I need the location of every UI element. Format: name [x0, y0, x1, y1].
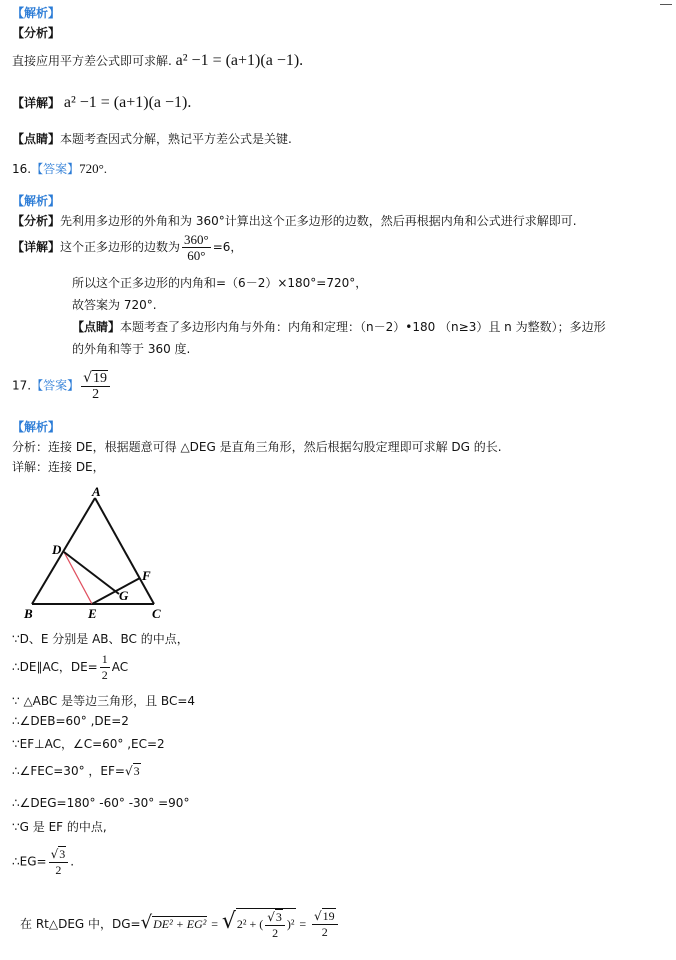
q15-fenxi-tag: 【分析】	[12, 26, 61, 40]
point-label-d: D	[52, 542, 62, 557]
point-label-c: C	[152, 606, 161, 621]
q16-line3: 故答案为 720°.	[72, 298, 157, 312]
q17-answer-radicand: 19	[93, 371, 108, 386]
point-label-f: F	[142, 568, 151, 583]
triangle-figure	[16, 484, 176, 624]
q17-step8: ∵G 是 EF 的中点,	[12, 820, 107, 834]
q16-xiangjie-pre: 这个正多边形的边数为	[60, 240, 181, 254]
q17-step3: ∵ △ABC 是等边三角形，且 BC=4	[12, 694, 196, 708]
q15-xiangjie-formula: a² −1 = (a+1)(a −1).	[63, 94, 192, 111]
q16-dianjing-tag: 【点睛】	[72, 320, 121, 334]
page-corner-mark	[660, 4, 672, 5]
q16-fenxi-text: 先利用多边形的外角和为 360°计算出这个正多边形的边数，然后再根据内角和公式进行求解即可.	[60, 214, 577, 228]
q17-step6: ∴∠FEC=30° ，EF=√3	[12, 764, 140, 778]
q17-final-result-fraction	[312, 908, 338, 940]
q17-step9-pre: ∴EG=	[12, 854, 47, 869]
q17-step9-post: .	[70, 854, 75, 869]
q17-answer-line	[12, 370, 112, 402]
q16-number: 16.	[12, 162, 32, 176]
q17-final-line: 在 Rt△DEG 中，DG=√DE² + EG² = √2² + ( $\frac{√3}{2}$ )² = $\frac{√19}{2}$	[20, 908, 340, 941]
point-label-a: A	[92, 484, 101, 499]
q15-dianjing-text: 本题考查因式分解，熟记平方差公式是关键.	[60, 132, 292, 146]
q15-xiangjie-line	[12, 94, 191, 112]
q17-final-result-radicand: 19	[322, 909, 335, 924]
point-label-e: E	[88, 606, 97, 621]
q17-final-eq2: =	[299, 916, 307, 931]
q17-answer-tag: 【答案】	[31, 378, 80, 393]
q17-step9-radicand: 3	[59, 847, 66, 861]
q17-step6-radicand: 3	[133, 764, 140, 778]
q17-step2-num: 1	[101, 652, 108, 666]
q17-step4: ∴∠DEB=60° ,DE=2	[12, 714, 129, 728]
q16-dianjing-text1: 本题考查了多边形内角与外角：内角和定理：（n－2）•180 （n≥3）且 n 为整数）；多边形	[120, 320, 606, 334]
q16-fenxi-tag: 【分析】	[12, 214, 61, 228]
q15-fenxi-text: 直接应用平方差公式即可求解.	[12, 54, 172, 68]
q17-final-eq1: =	[211, 916, 219, 931]
q16-dianjing-line2: 的外角和等于 360 度.	[72, 342, 191, 356]
q16-fraction-num: 360°	[184, 232, 209, 247]
q17-step9-num: √3	[49, 846, 69, 863]
q17-final-rad2-num: √3	[265, 909, 285, 926]
point-label-g: G	[119, 588, 129, 603]
q17-final-result-den: 2	[321, 925, 328, 940]
segment-dg	[64, 552, 119, 594]
q17-final-rad2-fraction	[265, 909, 285, 941]
point-label-b: B	[24, 606, 33, 621]
q17-final-radicand1: DE² + EG²	[153, 916, 207, 931]
q17-fenxi-line: 分析：连接 DE，根据题意可得 △DEG 是直角三角形，然后根据勾股定理即可求解 DG 的长.	[12, 440, 502, 454]
q17-step1: ∵D、E 分别是 AB、BC 的中点，	[12, 632, 189, 646]
q16-fenxi-line	[12, 212, 577, 229]
q15-dianjing-tag: 【点睛】	[12, 132, 61, 146]
segment-ef	[92, 578, 140, 604]
q17-final-radicand2	[236, 908, 296, 941]
q15-jiexi-heading: 【解析】	[12, 6, 61, 20]
q16-fraction-den: 60°	[187, 248, 206, 263]
segment-de-red	[64, 552, 92, 604]
q17-answer-num: √19	[81, 370, 110, 387]
q17-step2	[12, 652, 128, 683]
q17-final-result-num: √19	[312, 908, 338, 925]
q16-fraction	[182, 232, 211, 263]
q17-step2-pre: ∴DE∥AC，DE=	[12, 660, 98, 674]
q17-answer-den: 2	[92, 387, 100, 402]
q17-step9	[12, 846, 74, 878]
q17-step9-fraction	[49, 846, 69, 878]
q15-xiangjie-tag: 【详解】	[12, 96, 61, 110]
q15-dianjing-line	[12, 130, 292, 147]
q17-step9-den: 2	[55, 863, 62, 877]
q17-final-rad2-a: 2² + (	[236, 916, 264, 931]
q17-jiexi-heading: 【解析】	[12, 420, 61, 434]
q17-xiangjie-line: 详解：连接 DE，	[12, 460, 105, 474]
q17-step2-fraction	[100, 652, 110, 683]
q17-step7: ∴∠DEG=180° -60° -30° =90°	[12, 796, 190, 810]
q17-step6-pre: ∴∠FEC=30° ，EF=	[12, 764, 125, 778]
q17-step2-den: 2	[101, 668, 108, 682]
q15-fenxi-line	[12, 52, 303, 70]
q16-answer-line	[12, 160, 107, 177]
q17-final-rad2-den: 2	[272, 926, 279, 940]
q16-line2: 所以这个正多边形的内角和=（6－2）×180°=720°，	[72, 276, 368, 290]
q17-number: 17.	[12, 378, 32, 393]
q16-dianjing-line1	[72, 318, 606, 335]
q17-final-pre: 在 Rt△DEG 中，DG=	[20, 916, 141, 931]
q17-final-rad2-b: )²	[286, 916, 295, 931]
q16-xiangjie-line	[12, 232, 242, 263]
q16-xiangjie-tag: 【详解】	[12, 240, 61, 254]
q16-jiexi-heading: 【解析】	[12, 194, 61, 208]
q16-answer: 720°.	[79, 161, 108, 176]
q17-step5: ∵EF⊥AC，∠C=60° ,EC=2	[12, 737, 165, 751]
q17-final-rad2-radicand: 3	[275, 910, 282, 924]
q17-step2-post: AC	[111, 660, 129, 674]
segment-ab	[32, 498, 95, 604]
q16-answer-tag: 【答案】	[31, 162, 80, 176]
q16-xiangjie-post: =6，	[212, 240, 243, 254]
q15-fenxi-formula: a² −1 = (a+1)(a −1).	[175, 52, 304, 69]
q17-answer-fraction	[81, 370, 110, 402]
